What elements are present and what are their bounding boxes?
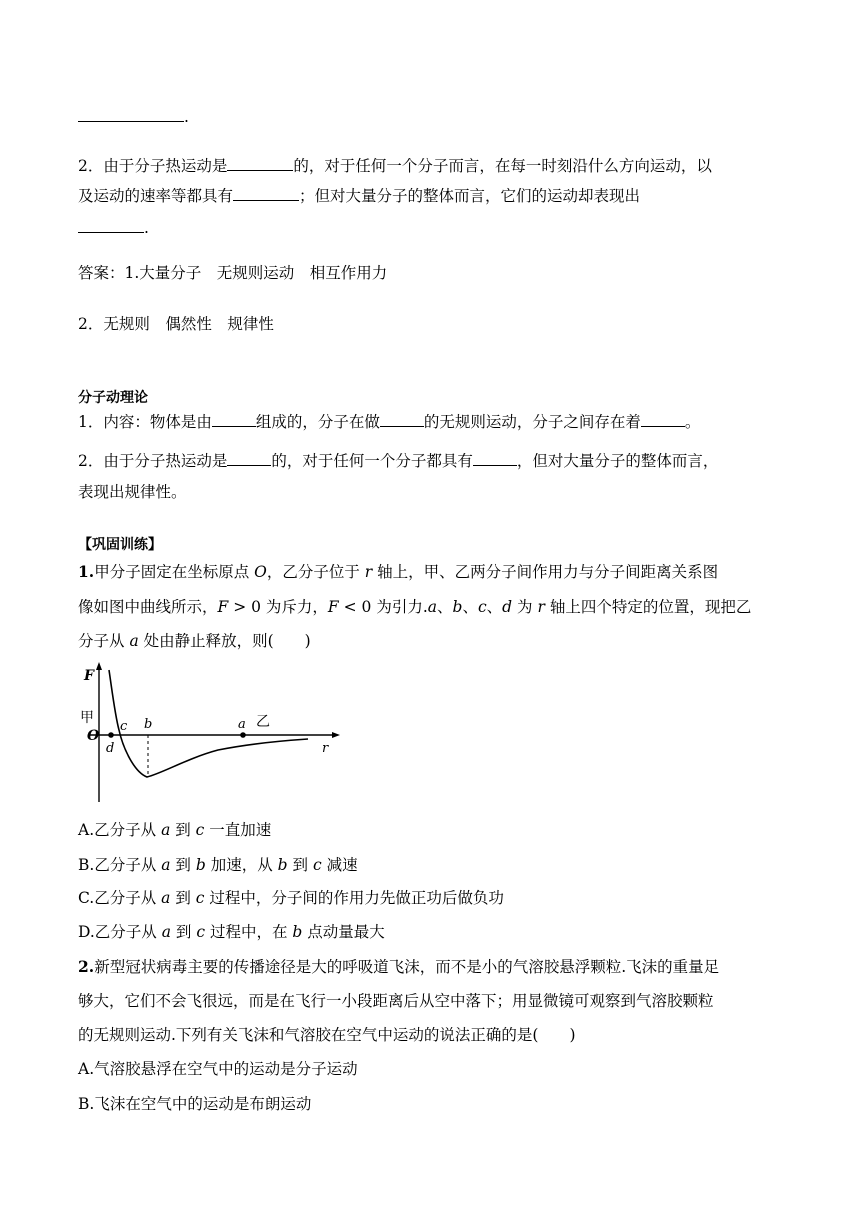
point-a (240, 732, 246, 738)
question-2-line-3: . (78, 217, 149, 238)
f-label: F (84, 668, 94, 684)
practice-heading: 【巩固训练】 (78, 537, 162, 553)
question-2b-line-1: 2.新型冠状病毒主要的传播途径是大的呼吸道飞沫，而不是小的气溶胶悬浮颗粒.飞沫的重量足 (78, 957, 720, 976)
answer-blank (227, 155, 293, 171)
answer-blank (641, 411, 685, 427)
force-curve (109, 670, 308, 777)
theory-line-2: 2．由于分子热运动是 的，对于任何一个分子都具有 ，但对大量分子的整体而言， (78, 452, 719, 470)
answer-blank (78, 106, 184, 122)
question-2b-line-3: 的无规则运动.下列有关飞沫和气溶胶在空气中运动的说法正确的是( ) (78, 1026, 576, 1044)
c-label: c (120, 719, 128, 734)
question-1-option-c: C.乙分子从 a 到 c 过程中，分子间的作用力先做正功后做负功 (78, 889, 504, 907)
question-1-option-d: D.乙分子从 a 到 c 过程中，在 b 点动量最大 (78, 923, 385, 941)
question-2b-option-a: A.气溶胶悬浮在空气中的运动是分子运动 (78, 1060, 358, 1078)
question-1-line-3: 分子从 a 处由静止释放，则( ) (78, 632, 311, 650)
a-label: a (238, 717, 246, 732)
fill-in-line-0: . (78, 106, 189, 127)
answer-blank (380, 411, 424, 427)
section-heading: 分子动理论 (78, 390, 148, 406)
answer-blank (212, 411, 256, 427)
question-2b-option-b: B.飞沫在空气中的运动是布朗运动 (78, 1095, 312, 1113)
question-1-option-b: B.乙分子从 a 到 b 加速，从 b 到 c 减速 (78, 856, 358, 874)
yi-label: 乙 (256, 714, 270, 730)
force-distance-graph (78, 660, 348, 805)
question-1-line-2: 像如图中曲线所示，F > 0 为斥力，F < 0 为引力.a、b、c、d 为 r 轴上四个特定的位置，现把乙 (78, 598, 752, 616)
f-axis-arrow (96, 662, 102, 670)
r-label: r (322, 741, 329, 756)
answer-blank (78, 217, 144, 233)
r-axis-arrow (332, 732, 340, 738)
point-d (108, 732, 114, 738)
answer-blank (227, 450, 271, 466)
d-label: d (106, 741, 115, 756)
question-1-option-a: A.乙分子从 a 到 c 一直加速 (78, 821, 272, 839)
theory-line-1: 1．内容：物体是由 组成的，分子在做 的无规则运动，分子之间存在着 。 (78, 413, 701, 431)
origin-label: O (87, 728, 100, 744)
answer-line-1: 答案：1.大量分子 无规则运动 相互作用力 (78, 264, 388, 282)
theory-line-3: 表现出规律性。 (78, 483, 187, 501)
answer-line-2: 2．无规则 偶然性 规律性 (78, 315, 274, 333)
question-2-line-1: 2．由于分子热运动是 的，对于任何一个分子而言，在每一时刻沿什么方向运动，以 (78, 157, 712, 175)
question-2-line-2: 及运动的速率等都具有 ；但对大量分子的整体而言，它们的运动却表现出 (78, 187, 641, 205)
question-2b-line-2: 够大，它们不会飞很远，而是在飞行一小段距离后从空中落下；用显微镜可观察到气溶胶颗粒 (78, 992, 714, 1010)
jia-label: 甲 (80, 710, 94, 726)
answer-blank (233, 185, 299, 201)
b-label: b (144, 717, 153, 732)
answer-blank (473, 450, 517, 466)
question-1-line-1: 1.甲分子固定在坐标原点 O，乙分子位于 r 轴上，甲、乙两分子间作用力与分子间距离关系图 (78, 562, 719, 581)
